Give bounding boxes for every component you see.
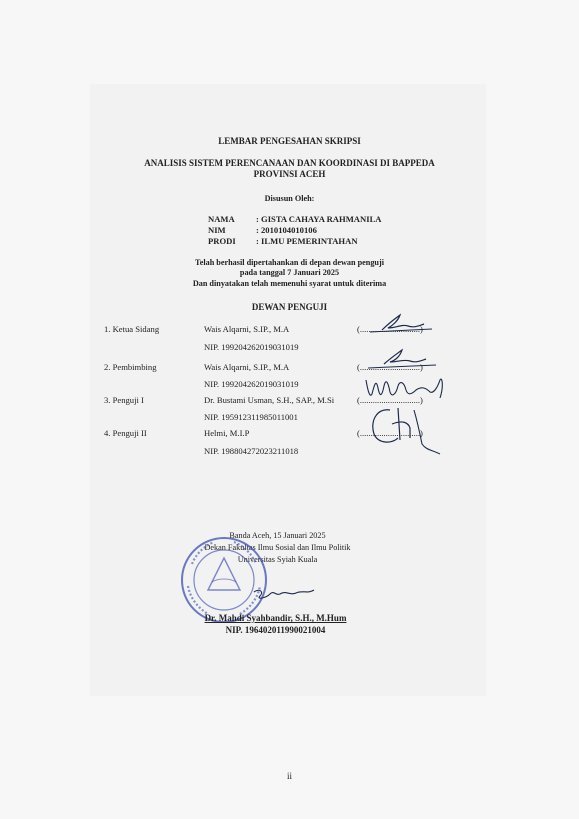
dean-name-text: Dr. Mahdi Syahbandir, S.H., M.Hum (204, 613, 347, 623)
dean-position-line-1: Dekan Fakultas Ilmu Sosial dan Ilmu Politik (204, 543, 351, 552)
examiner-role: 4. Penguji II (104, 428, 147, 438)
prepared-by-label: Disusun Oleh: (264, 194, 315, 203)
examiner-nip: NIP. 195912311985011001 (204, 412, 298, 422)
examiner-role: 3. Penguji I (104, 395, 144, 405)
prodi-value: : ILMU PEMERINTAHAN (256, 236, 358, 246)
name-value: : GISTA CAHAYA RAHMANILA (256, 214, 382, 224)
examiner-role: 1. Ketua Sidang (104, 324, 160, 334)
examiner-signature-line: (............................) (357, 428, 423, 438)
examiner-role: 2. Pembimbing (104, 362, 157, 372)
examiner-nip: NIP. 199204262019031019 (204, 342, 299, 352)
examiner-nip: NIP. 198804272023211018 (204, 446, 299, 456)
signature-3 (360, 372, 450, 406)
examiner-signature-line: (............................) (357, 395, 423, 405)
signature-1 (362, 312, 442, 338)
dean-name (0, 613, 565, 623)
prodi-label: PRODI (208, 236, 236, 246)
examiner-name: Wais Alqarni, S.IP., M.A (204, 324, 290, 334)
document-title: LEMBAR PENGESAHAN SKRIPSI (218, 136, 361, 146)
signature-4 (362, 404, 448, 456)
nim-value: : 2010104010106 (256, 225, 317, 235)
dean-nip: NIP. 196402011990021004 (225, 625, 326, 635)
page-number: ii (286, 771, 292, 781)
approval-place-date: Banda Aceh, 15 Januari 2025 (229, 531, 326, 540)
name-label: NAMA (208, 214, 235, 224)
statement-line-3: Dan dinyatakan telah memenuhi syarat untuk diterima (192, 279, 387, 288)
examiner-signature-line: (............................) (357, 324, 423, 334)
examiner-signature-line: (............................) (357, 362, 423, 372)
examiner-name: Dr. Bustami Usman, S.H., SAP., M.Si (204, 395, 335, 405)
thesis-title-line-1: ANALISIS SISTEM PERENCANAAN DAN KOORDINASI DI BAPPEDA (144, 158, 435, 168)
examiner-nip: NIP. 199204262019031019 (204, 379, 299, 389)
dean-position-line-2: Universitas Syiah Kuala (237, 555, 318, 564)
statement-line-1: Telah berhasil dipertahankan di depan dewan penguji (195, 258, 384, 267)
statement-line-2: pada tanggal 7 Januari 2025 (239, 268, 340, 277)
board-title: DEWAN PENGUJI (251, 302, 328, 312)
examiner-name: Wais Alqarni, S.IP., M.A (204, 362, 290, 372)
dean-signature (250, 578, 320, 608)
thesis-title-line-2: PROVINSI ACEH (253, 169, 326, 179)
nim-label: NIM (208, 225, 226, 235)
examiner-name: Helmi, M.I.P (204, 428, 250, 438)
signature-2 (362, 348, 442, 374)
